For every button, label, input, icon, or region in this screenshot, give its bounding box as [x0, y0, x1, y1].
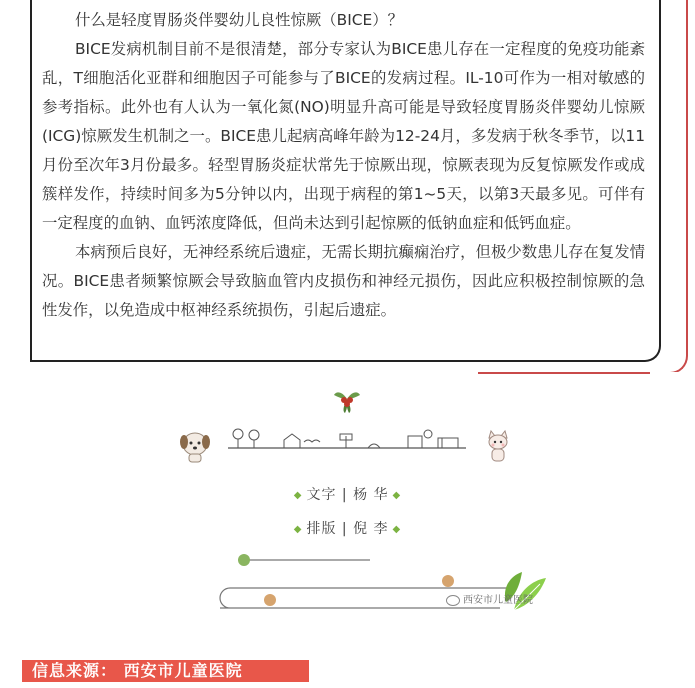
holly-icon: [332, 385, 362, 415]
source-banner: [22, 660, 309, 682]
article-question: 什么是轻度胃肠炎伴婴幼儿良性惊厥（BICE）？: [75, 11, 403, 29]
wechat-icon: [446, 595, 460, 606]
article-box: [30, 0, 661, 362]
credit-text: [0, 484, 695, 504]
credit-layout-label: 排版 | 倪 李: [306, 521, 389, 537]
credit-text-label: 文字 | 杨 华: [306, 487, 389, 503]
village-scene-icon: [228, 422, 466, 452]
diamond-icon: ◆: [392, 489, 402, 501]
diamond-icon: ◆: [293, 523, 303, 535]
article-paragraph-1: BICE发病机制目前不是很清楚，部分专家认为BICE患儿存在一定程度的免疫功能紊乱，T细胞活化亚群和细胞因子可能参与了BICE的发病过程。IL-10可作为一相对敏感的参考指标。此外也有人认为一氧化氮(NO)明显升高可能是导致轻度胃肠炎伴婴幼儿惊厥(ICG)惊厥发生机制之一。BICE患儿起病高峰年龄为12-24月，多发病于秋冬季节，以11月份至次年3月份最多。轻型胃肠炎症状常先于惊厥出现，惊厥表现为反复惊厥发作或成簇样发作，持续时间多为5分钟以内，出现于病程的第1~5天，以第3天最多见。可伴有一定程度的血钠、血钙浓度降低，但尚未达到引起惊厥的低钠血症和低钙血症。: [42, 40, 645, 232]
dog-icon: [178, 428, 212, 464]
credit-layout: [0, 518, 695, 538]
source-label: 信息来源： 西安市儿童医院: [32, 661, 243, 680]
watermark: [446, 591, 533, 606]
article-paragraph-2: 本病预后良好，无神经系统后遗症，无需长期抗癫痫治疗，但极少数患儿存在复发情况。BICE患者频繁惊厥会导致脑血管内皮损伤和神经元损伤，因此应积极控制惊厥的急性发作，以免造成中枢神经系统损伤，引起后遗症。: [42, 243, 645, 319]
diamond-icon: ◆: [293, 489, 303, 501]
leaf-icon: [500, 566, 550, 614]
cat-icon: [484, 428, 512, 464]
watermark-label: 西安市儿童医院: [463, 595, 533, 606]
diamond-icon: ◆: [392, 523, 402, 535]
